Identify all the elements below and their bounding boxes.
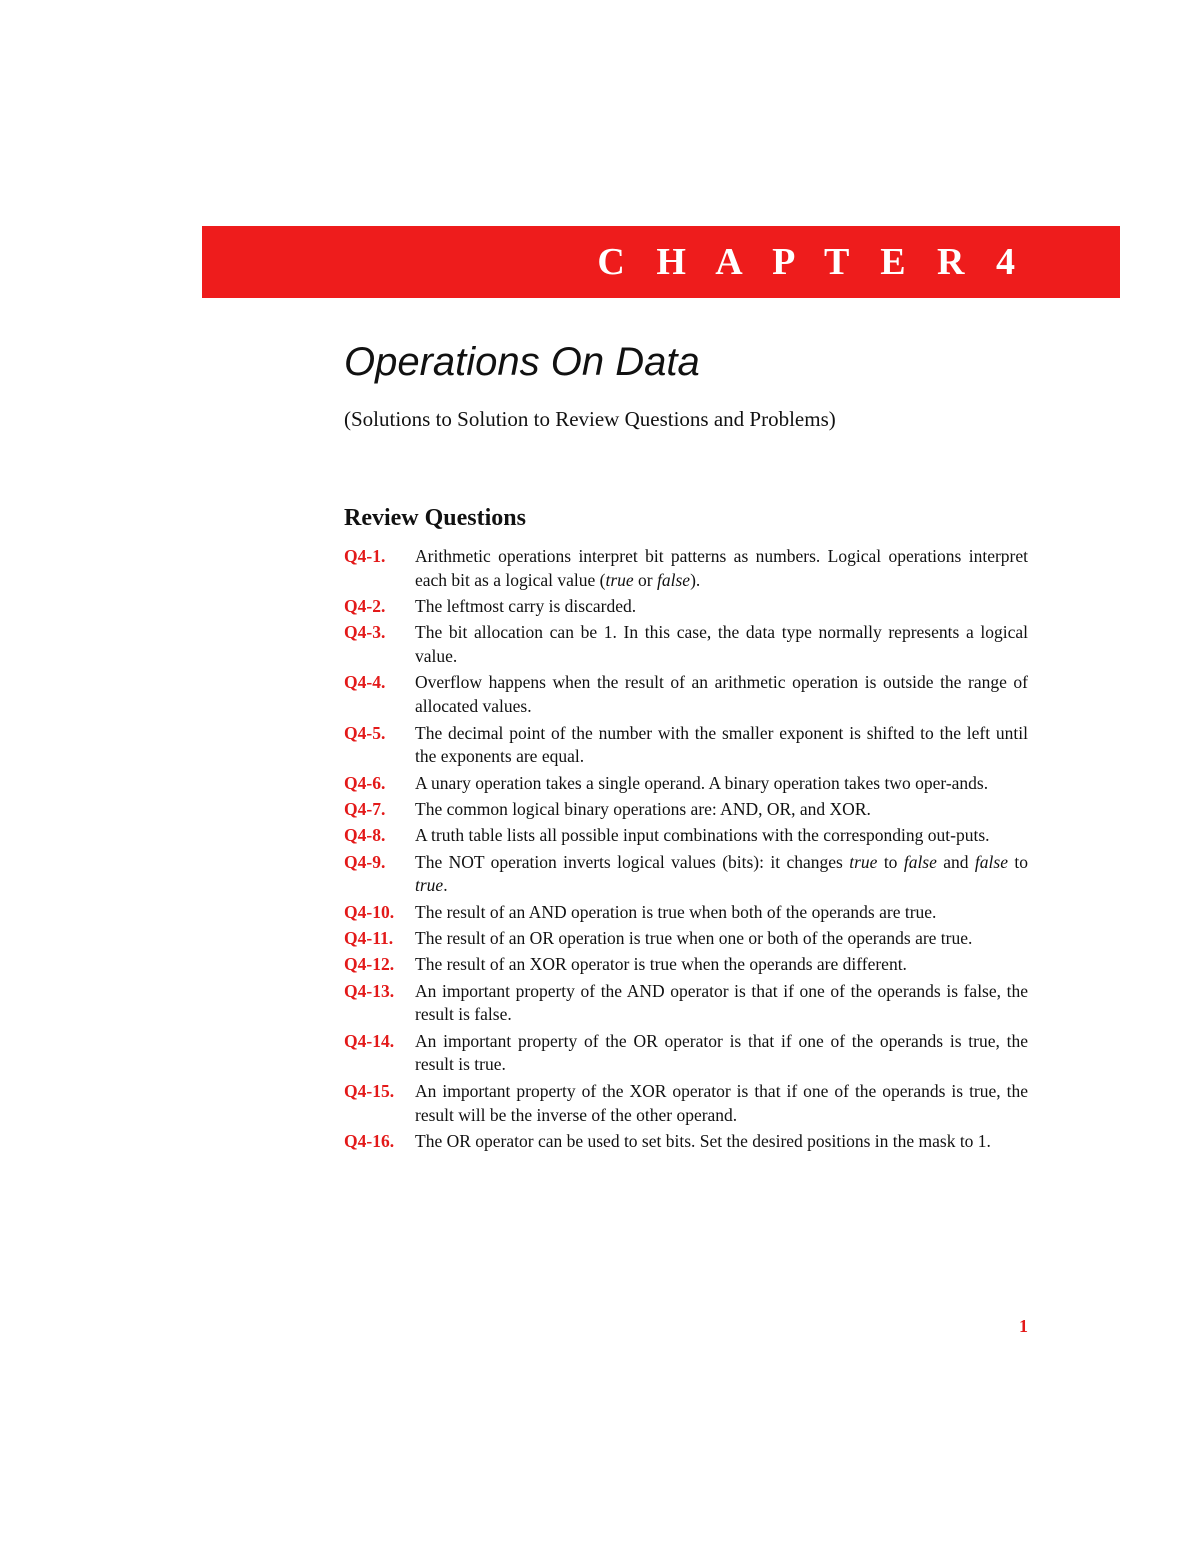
question-number: Q4-15. [344, 1080, 395, 1101]
question-number: Q4-14. [344, 1030, 395, 1051]
question-item [344, 772, 1028, 796]
question-number: Q4-7. [344, 798, 386, 819]
chapter-subtitle: (Solutions to Solution to Review Questions and Problems) [344, 407, 836, 431]
answer-text: The result of an XOR operator is true when the operands are different. [415, 954, 907, 975]
question-number: Q4-10. [344, 901, 395, 922]
chapter-label: C H A P T E R 4 [597, 241, 1026, 283]
question-item [344, 980, 1028, 1028]
review-questions-list [344, 545, 1028, 1156]
answer-text: An important property of the OR operator is that if one of the operands is true, the result is true. [415, 1030, 1028, 1075]
question-item [344, 545, 1028, 593]
question-item [344, 722, 1028, 770]
question-number: Q4-13. [344, 980, 395, 1001]
answer-text: An important property of the AND operator is that if one of the operands is false, the result is false. [415, 980, 1028, 1025]
question-number: Q4-11. [344, 927, 394, 948]
answer-text: An important property of the XOR operator is that if one of the operands is true, the result will be the inverse of the other operand. [415, 1080, 1028, 1125]
question-item [344, 851, 1028, 899]
question-number: Q4-8. [344, 825, 386, 846]
question-item [344, 953, 1028, 977]
question-item [344, 927, 1028, 951]
question-number: Q4-12. [344, 954, 395, 975]
answer-text: The leftmost carry is discarded. [415, 596, 637, 617]
answer-text: The result of an AND operation is true when both of the operands are true. [415, 901, 937, 922]
answer-text: The result of an OR operation is true when one or both of the operands are true. [415, 927, 973, 948]
answer-text: The decimal point of the number with the smaller exponent is shifted to the left until the exponents are equal. [415, 722, 1028, 767]
question-number: Q4-4. [344, 672, 386, 693]
answer-text: The bit allocation can be 1. In this case, the data type normally represents a logical value. [415, 622, 1028, 667]
question-number: Q4-16. [344, 1130, 395, 1151]
section-heading: Review Questions [344, 505, 526, 531]
answer-text: A unary operation takes a single operand. A binary operation takes two oper-ands. [415, 772, 989, 793]
question-item [344, 1130, 1028, 1154]
answer-text: The common logical binary operations are: AND, OR, and XOR. [415, 798, 871, 819]
chapter-title: Operations On Data [344, 340, 700, 384]
answer-text: The NOT operation inverts logical values (bits): it changes true to false and false to true. [415, 851, 1028, 896]
answer-text: Overflow happens when the result of an arithmetic operation is outside the range of allocated values. [415, 672, 1028, 717]
question-number: Q4-1. [344, 546, 386, 566]
question-item [344, 671, 1028, 719]
question-item [344, 824, 1028, 848]
answer-text: The OR operator can be used to set bits. Set the desired positions in the mask to 1. [415, 1130, 991, 1151]
question-item [344, 798, 1028, 822]
answer-text: Arithmetic operations interpret bit patterns as numbers. Logical operations interpret each bit as a logical value (true or false). [415, 546, 1028, 590]
question-item [344, 595, 1028, 619]
answer-text: A truth table lists all possible input combinations with the corresponding out-puts. [415, 825, 990, 846]
question-item [344, 1030, 1028, 1078]
question-number: Q4-9. [344, 851, 386, 872]
question-item [344, 901, 1028, 925]
chapter-banner [202, 226, 1120, 298]
question-number: Q4-6. [344, 772, 386, 793]
question-number: Q4-3. [344, 622, 386, 643]
question-number: Q4-2. [344, 596, 386, 617]
question-item [344, 621, 1028, 669]
question-number: Q4-5. [344, 722, 386, 743]
page-number: 1 [1019, 1316, 1028, 1336]
question-item [344, 1080, 1028, 1128]
